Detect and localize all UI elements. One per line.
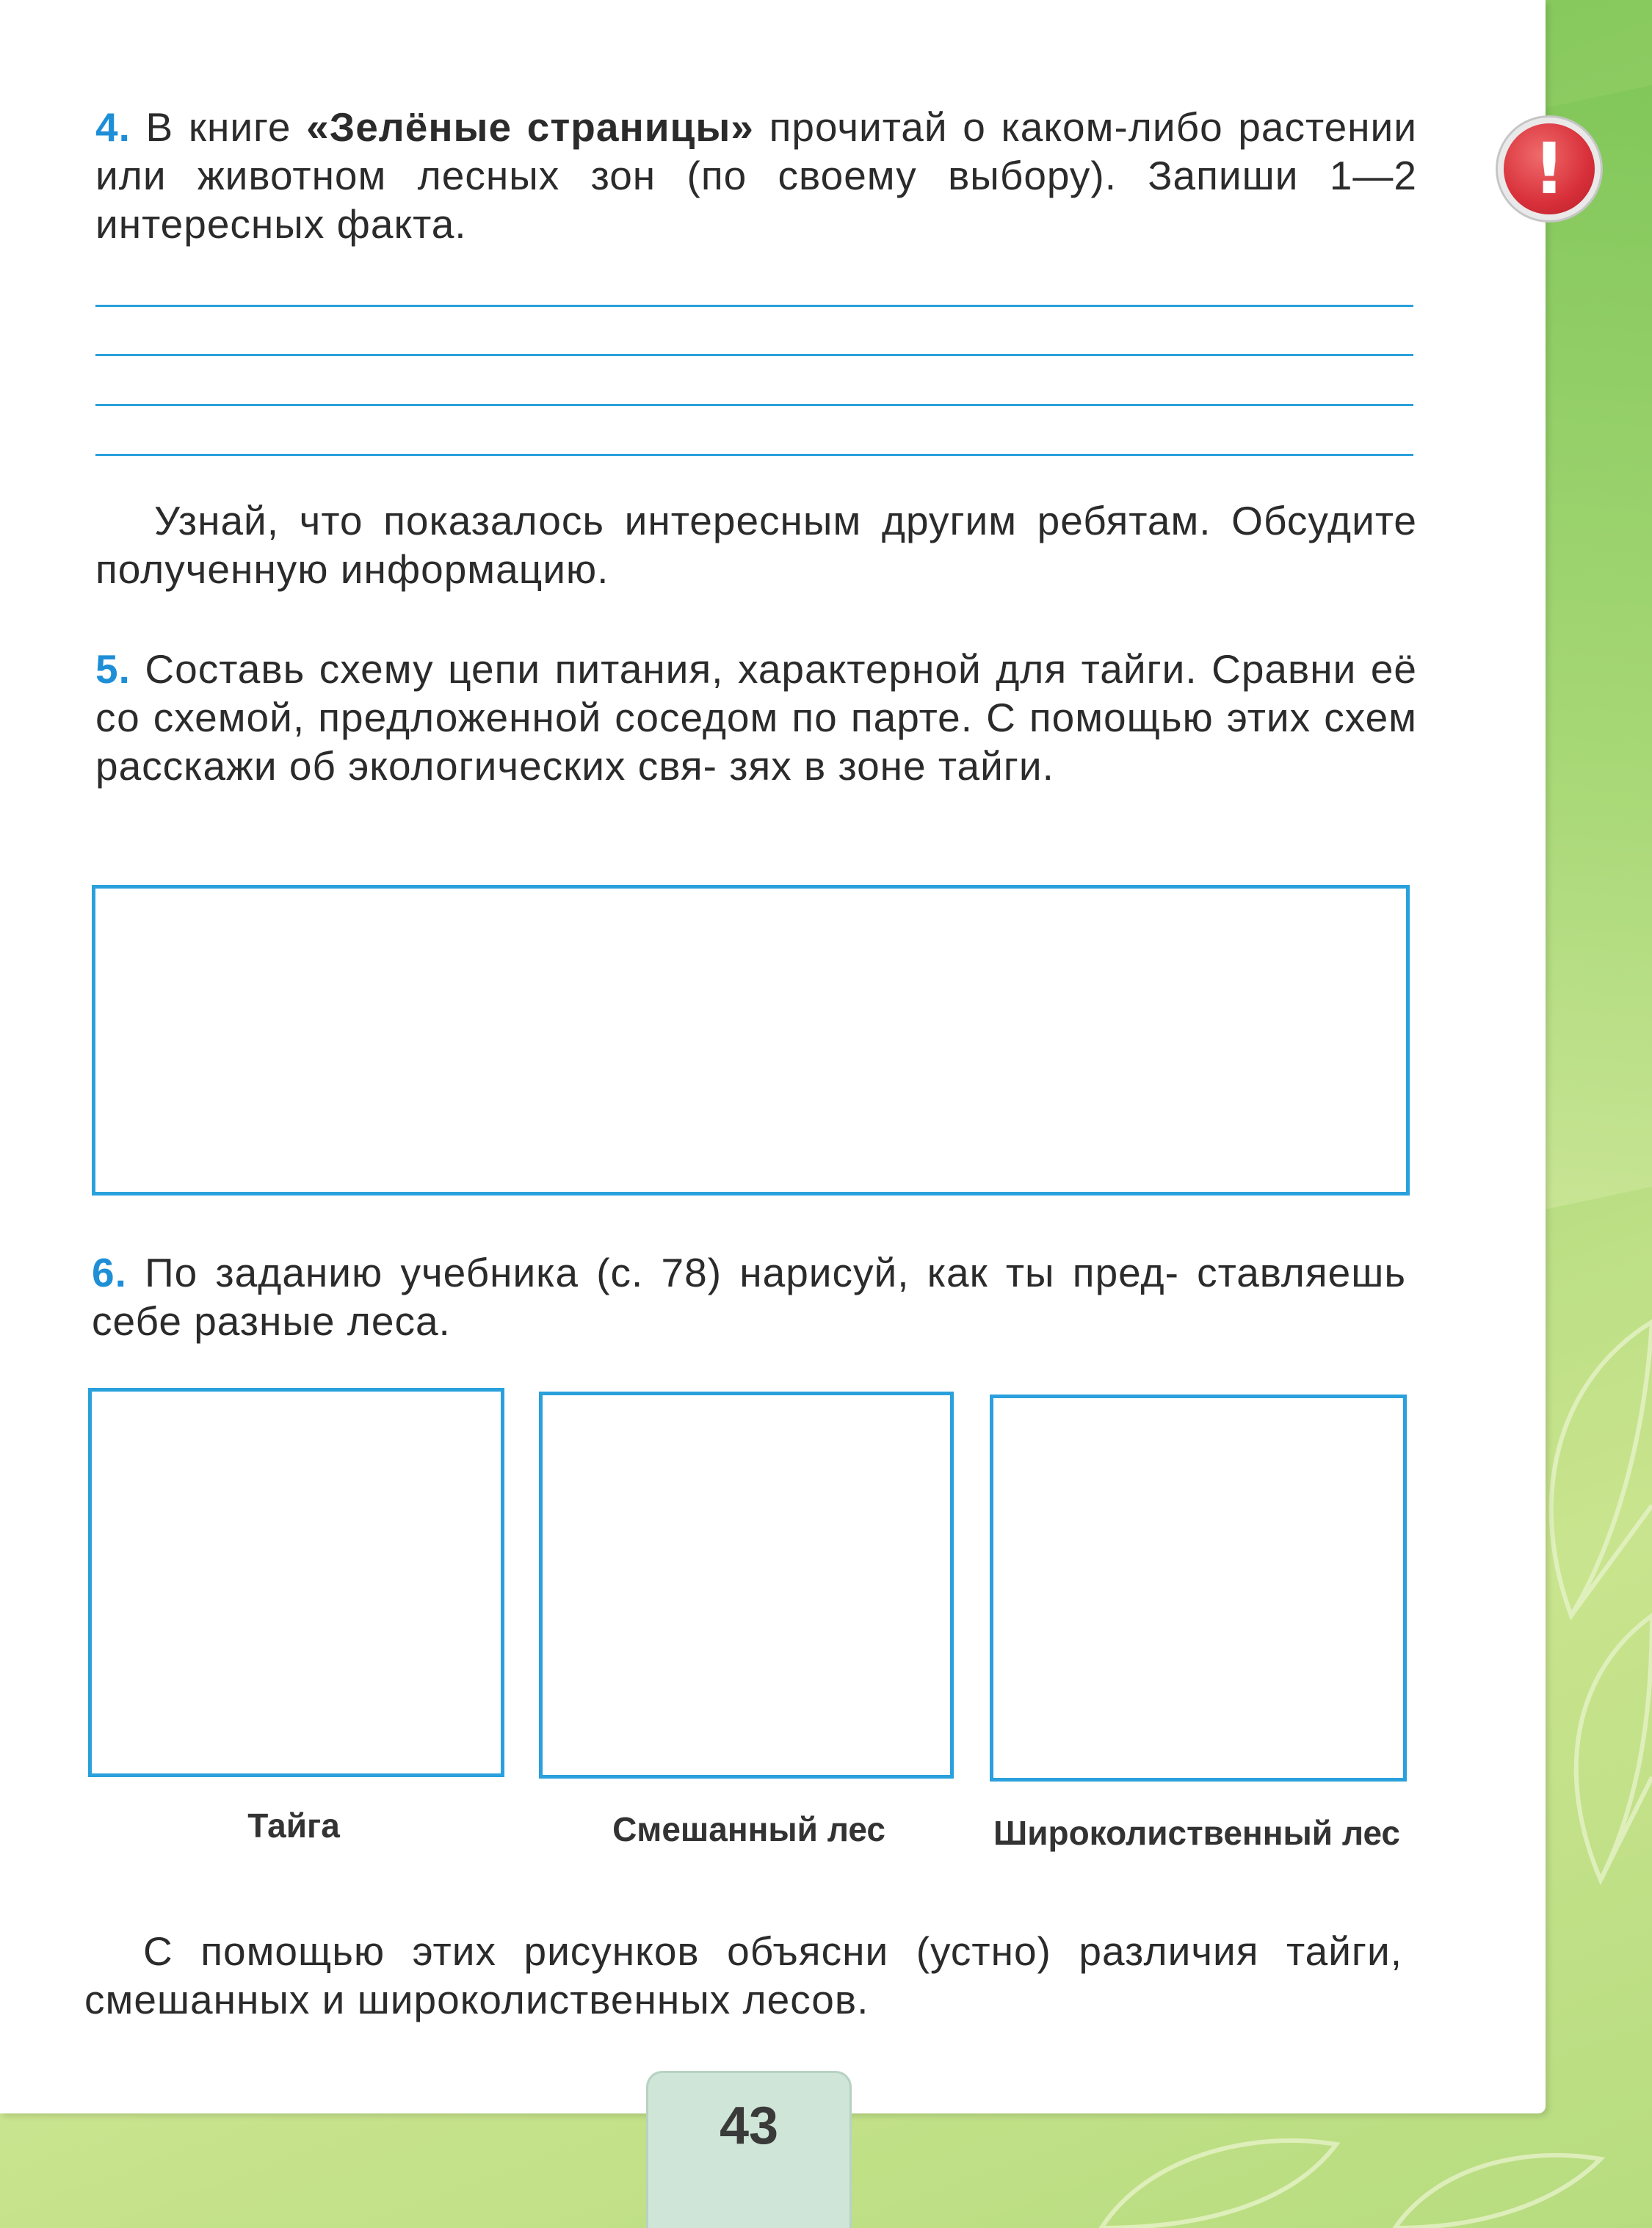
caption-taiga: Тайга [247,1806,340,1845]
task-4-text [95,103,1417,248]
drawing-box-taiga[interactable] [88,1388,504,1777]
task-6-instructions: По заданию учебника (с. 78) нарисуй, как ты пред- ставляешь себе разные леса. [92,1250,1407,1344]
task-4-discussion: Узнай, что показалось интересным другим ребятам. Обсудите полученную информацию. [95,498,1417,592]
caption-mixed-forest: Смешанный лес [612,1810,885,1848]
exclamation-icon: ! [1498,117,1601,220]
answer-line-4[interactable] [95,454,1413,456]
answer-line-2[interactable] [95,354,1413,356]
food-chain-box[interactable] [92,885,1410,1196]
task-5-instructions: Составь схему цепи питания, характерной для тайги. Сравни её со схемой, предложенной соседом по парте. С помощью этих схем расскажи об экологических свя- зях в зоне тайги. [95,646,1418,789]
task-6-text [92,1248,1406,1345]
page-number: 43 [719,2097,779,2155]
task-4-number: 4. [95,104,131,150]
task-6-number: 6. [92,1250,127,1295]
task-5-number: 5. [95,646,131,692]
drawing-box-broadleaf-forest[interactable] [990,1395,1407,1782]
task-4-intro: В книге [145,104,291,150]
task-5-text [95,645,1417,790]
answer-line-1[interactable] [95,305,1413,307]
task-4-instructions: прочитай о каком-либо растении или животном лесных зон (по своему выбору). Запиши 1—2 интересных факта. [95,104,1417,247]
answer-line-3[interactable] [95,404,1413,406]
caption-broadleaf-forest: Широколиственный лес [993,1814,1401,1852]
drawing-box-mixed-forest[interactable] [539,1392,954,1779]
task-4-book-title: «Зелёные страницы» [306,104,754,150]
task-6-discussion: С помощью этих рисунков объясни (устно) различия тайги, смешанных и широколиственных лесов. [84,1928,1402,2022]
